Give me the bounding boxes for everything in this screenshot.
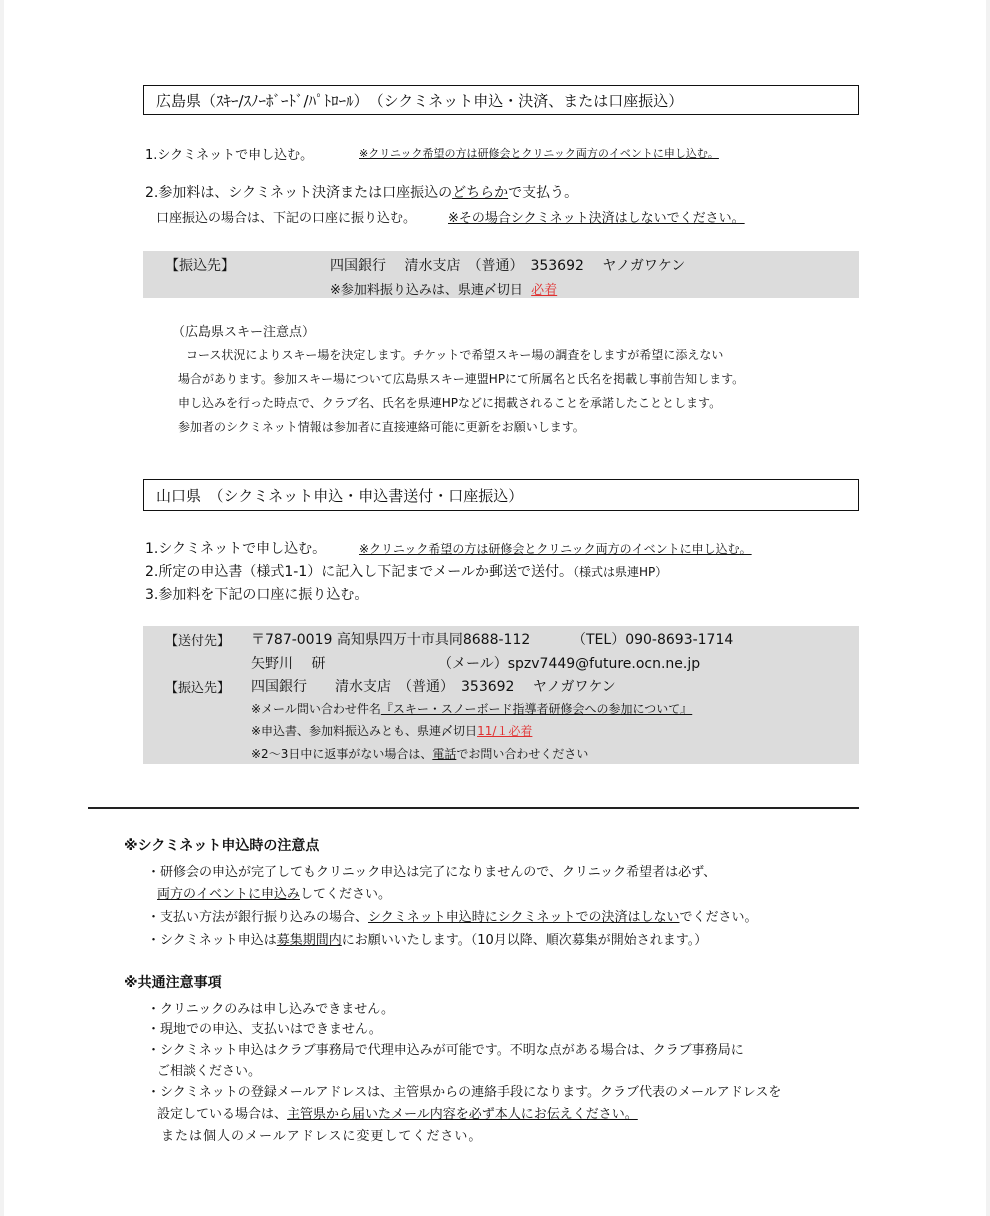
yamaguchi-title: 山口県 （シクミネット申込・申込書送付・口座振込） bbox=[156, 486, 524, 505]
hiroshima-title: 広島県（ｽｷｰ/ｽﾉｰﾎﾞｰﾄﾞ/ﾊﾟﾄﾛｰﾙ） （シクミネット申込・決済、または口座振込） bbox=[156, 91, 684, 110]
hiroshima-note-4: 参加者のシクミネット情報は参加者に直接連絡可能に更新をお願いします。 bbox=[178, 420, 585, 434]
shikumi-note-1: ・研修会の申込が完了してもクリニック申込は完了になりませんので、クリニック希望者は必ず、 bbox=[147, 865, 717, 880]
shikumi-note-4: ・シクミネット申込は募集期間内にお願いいたします。（10月以降、順次募集が開始されます。） bbox=[147, 933, 708, 948]
common-note-4: ご相談ください。 bbox=[157, 1064, 262, 1079]
hiroshima-bank-value: 四国銀行 清水支店 （普通） 353692 ヤノガワケン bbox=[330, 258, 686, 274]
yamaguchi-bank-value: 四国銀行 清水支店 （普通） 353692 ヤノガワケン bbox=[251, 679, 616, 695]
send-address: 〒787-0019 高知県四万十市具同8688-112 bbox=[251, 632, 531, 648]
hiroshima-step1: 1.シクミネットで申し込む。 bbox=[145, 148, 314, 163]
hiroshima-note-1: コース状況によりスキー場を決定します。チケットで希望スキー場の調査をしますが希望に添えない bbox=[186, 348, 724, 362]
hiroshima-bank-note: ※参加料振り込みは、県連〆切日 必着 bbox=[330, 283, 558, 298]
hiroshima-notes-title: （広島県スキー注意点） bbox=[172, 325, 316, 340]
common-note-5: ・シクミネットの登録メールアドレスは、主管県からの連絡手段になります。クラブ代表のメールアドレスを bbox=[147, 1085, 782, 1100]
common-note-2: ・現地での申込、支払いはできません。 bbox=[147, 1022, 382, 1037]
hiroshima-step2-line2: 口座振込の場合は、下記の口座に振り込む。 bbox=[156, 211, 417, 226]
common-note-3: ・シクミネット申込はクラブ事務局で代理申込みが可能です。不明な点がある場合は、クラブ事務局に bbox=[147, 1043, 744, 1058]
hiroshima-step2: 2.参加料は、シクミネット決済または口座振込のどちらかで支払う。 bbox=[145, 185, 579, 201]
yamaguchi-step1: 1.シクミネットで申し込む。 bbox=[145, 541, 327, 557]
yamaguchi-step2: 2.所定の申込書（様式1-1）に記入し下記までメールか郵送で送付。（様式は県連HP） bbox=[145, 564, 668, 580]
common-notes-title: ※共通注意事項 bbox=[124, 975, 222, 991]
hiroshima-step2-note: ※その場合シクミネット決済はしないでください。 bbox=[448, 211, 745, 226]
hiroshima-note-3: 申し込みを行った時点で、クラブ名、氏名を県連HPなどに掲載されることを承諾したこととします。 bbox=[178, 396, 722, 410]
shikumi-notes-title: ※シクミネット申込時の注意点 bbox=[124, 838, 320, 854]
hiroshima-step1-note: ※クリニック希望の方は研修会とクリニック両方のイベントに申し込む。 bbox=[359, 147, 719, 160]
yamaguchi-note-1: ※メール問い合わせ件名『スキー・スノーボード指導者研修会への参加について』 bbox=[251, 702, 693, 716]
hiroshima-note-2: 場合があります。参加スキー場について広島県スキー連盟HPにて所属名と氏名を掲載し事前告知します。 bbox=[178, 372, 745, 386]
yamaguchi-step3: 3.参加料を下記の口座に振り込む。 bbox=[145, 587, 369, 603]
common-note-7: または個人のメールアドレスに変更してください。 bbox=[161, 1129, 483, 1144]
send-name: 矢野川 研 bbox=[251, 656, 326, 672]
send-mail: （メール）spzv7449@future.ocn.ne.jp bbox=[438, 656, 701, 672]
hiroshima-bank-label: 【振込先】 bbox=[165, 258, 235, 274]
common-note-6: 設定している場合は、主管県から届いたメール内容を必ず本人にお伝えください。 bbox=[157, 1107, 638, 1122]
common-note-1: ・クリニックのみは申し込みできません。 bbox=[147, 1002, 395, 1017]
send-tel: （TEL）090-8693-1714 bbox=[572, 632, 734, 648]
yamaguchi-note-2: ※申込書、参加料振込みとも、県連〆切日11/１必着 bbox=[251, 724, 533, 738]
send-label: 【送付先】 bbox=[165, 634, 231, 649]
yamaguchi-step1-note: ※クリニック希望の方は研修会とクリニック両方のイベントに申し込む。 bbox=[359, 542, 752, 556]
document-page bbox=[4, 0, 986, 1216]
yamaguchi-note-3: ※2～3日中に返事がない場合は、電話でお問い合わせください bbox=[251, 747, 589, 761]
yamaguchi-bank-label: 【振込先】 bbox=[165, 681, 231, 696]
shikumi-note-3: ・支払い方法が銀行振り込みの場合、シクミネット申込時にシクミネットでの決済はしないでください。 bbox=[147, 910, 758, 925]
shikumi-note-2: 両方のイベントに申込みしてください。 bbox=[157, 887, 392, 902]
section-divider bbox=[88, 807, 859, 809]
hiroshima-title-box bbox=[143, 85, 859, 115]
yamaguchi-title-box bbox=[143, 479, 859, 511]
